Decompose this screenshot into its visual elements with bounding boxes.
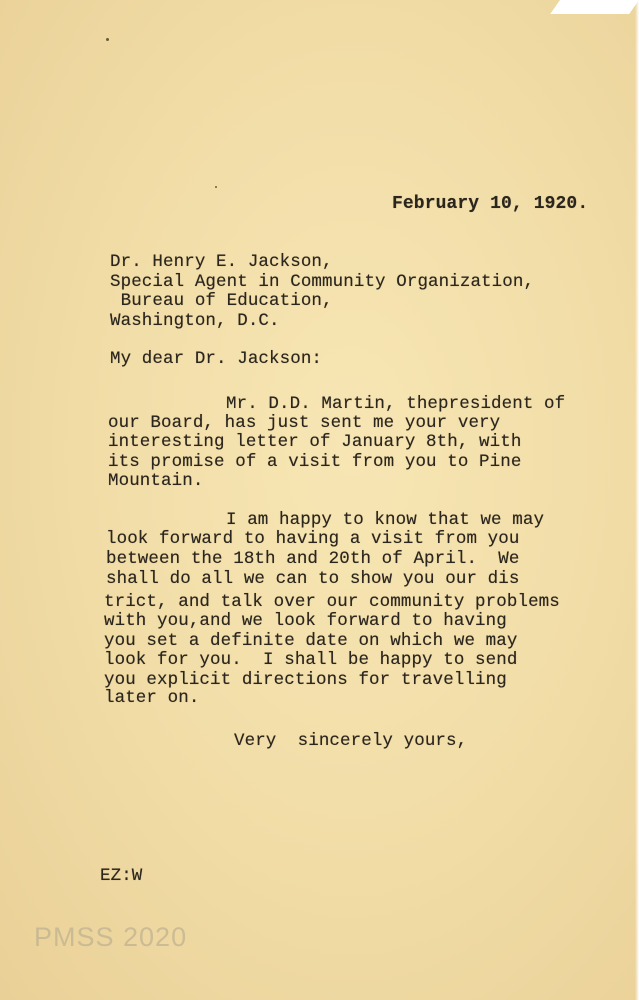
paragraph2-line: trict, and talk over our community problems: [104, 592, 560, 612]
paragraph1-line: our Board, has just sent me your very: [108, 413, 501, 433]
paragraph1-line: Mountain.: [108, 471, 204, 491]
address-line: Bureau of Education,: [110, 291, 333, 311]
paragraph1-line: interesting letter of January 8th, with: [108, 432, 522, 452]
paragraph2-line: you set a definite date on which we may: [104, 631, 518, 651]
paper-right-edge: [635, 0, 639, 1000]
paragraph2-line: look forward to having a visit from you: [106, 529, 520, 549]
salutation: My dear Dr. Jackson:: [110, 349, 323, 369]
letter-date: February 10, 1920.: [392, 194, 589, 214]
paper-speck: [106, 38, 109, 41]
address-line: Special Agent in Community Organization,: [110, 272, 535, 292]
paragraph2-line: shall do all we can to show you our dis: [106, 569, 520, 589]
paragraph2-line: I am happy to know that we may: [226, 510, 545, 530]
address-line: Washington, D.C.: [110, 311, 280, 331]
paragraph2-line: you explicit directions for travelling: [104, 670, 507, 690]
paper-corner-edge: [550, 0, 639, 14]
paragraph2-line: later on.: [104, 688, 200, 708]
paragraph2-line: between the 18th and 20th of April. We: [106, 549, 520, 569]
paragraph2-line: look for you. I shall be happy to send: [104, 650, 518, 670]
paragraph1-line: Mr. D.D. Martin, thepresident of: [226, 394, 566, 414]
paragraph2-line: with you,and we look forward to having: [104, 611, 507, 631]
address-line: Dr. Henry E. Jackson,: [110, 252, 333, 272]
typist-initials: EZ:W: [100, 866, 143, 886]
watermark: PMSS 2020: [34, 922, 188, 952]
paragraph1-line: its promise of a visit from you to Pine: [108, 452, 522, 472]
closing: Very sincerely yours,: [234, 731, 468, 751]
paper-speck: [215, 186, 217, 188]
